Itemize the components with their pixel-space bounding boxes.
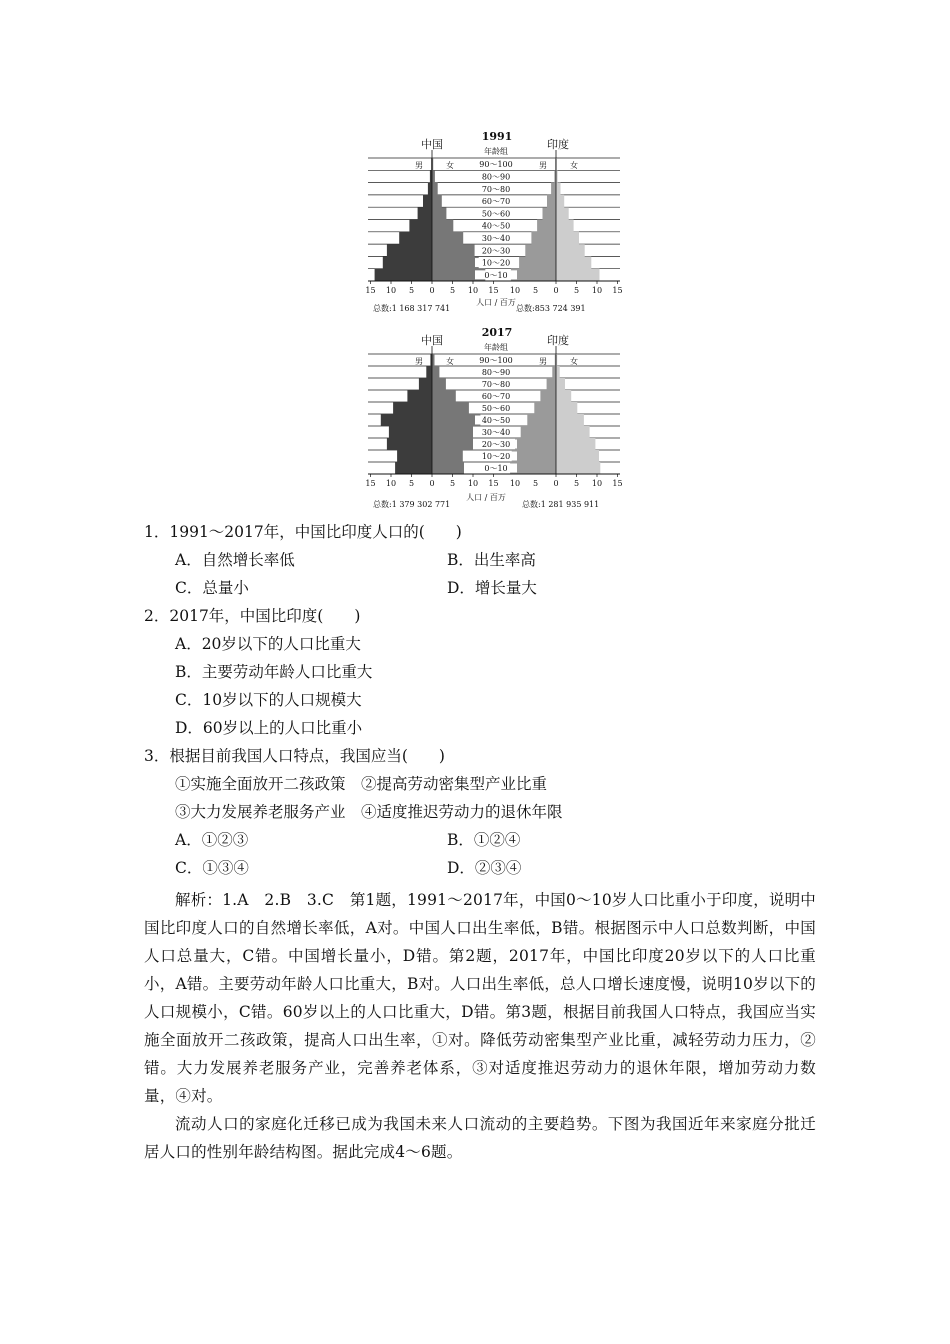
tick-label: 0 [553, 286, 559, 295]
left-country-label: 中国 [421, 138, 443, 151]
age-group-label: 年龄组 [484, 147, 508, 156]
china-total: 总数:1 168 317 741 [373, 304, 451, 313]
age-group-7: 20～30 [481, 246, 511, 256]
tick-label: 10 [385, 286, 397, 295]
age-group-label: 年龄组 [484, 343, 508, 352]
tick-label: 10 [591, 479, 603, 488]
question-3-option-c: C．①③④ [175, 859, 249, 877]
india-total: 总数:853 724 391 [516, 304, 586, 313]
tick-label: 15 [612, 479, 623, 488]
question-1-option-c: C．总量小 [175, 579, 249, 597]
age-group-8: 10～20 [481, 452, 511, 461]
question-3-option-b: B．①②④ [447, 831, 521, 849]
question-2-stem: 2．2017年，中国比印度( ) [144, 607, 361, 625]
pyramid-figure-1991 [0, 128, 950, 318]
tick-label: 15 [488, 479, 499, 488]
china-male-bars [381, 354, 432, 474]
question-1-option-b: B．出生率高 [447, 551, 536, 569]
china-total: 总数:1 379 302 771 [373, 500, 451, 509]
question-1-options-row-2 [144, 574, 816, 602]
intro-paragraph: 流动人口的家庭化迁移已成为我国未来人口流动的主要趋势。下图为我国近年来家庭分批迁居人口的性别年龄结构图。据此完成4～6题。 [144, 1115, 816, 1161]
age-group-1: 80～90 [481, 172, 511, 182]
age-group-3: 60～70 [481, 392, 511, 401]
tick-label: 5 [573, 286, 580, 295]
question-3-statements-1: ①实施全面放开二孩政策 ②提高劳动密集型产业比重 [175, 775, 548, 793]
question-1-options-row-1 [144, 546, 816, 574]
tick-label: 10 [467, 479, 479, 488]
left-female-label: 女 [446, 161, 454, 170]
tick-label: 10 [509, 479, 521, 488]
question-3-option-d: D．②③④ [447, 859, 522, 877]
india-total: 总数:1 281 935 911 [522, 500, 600, 509]
left-male-label: 男 [415, 161, 423, 170]
axis-ticks [365, 474, 622, 488]
age-group-4: 50～60 [481, 209, 511, 219]
tick-label: 5 [449, 479, 456, 488]
age-group-2: 70～80 [481, 184, 511, 194]
right-country-label: 印度 [547, 334, 569, 347]
pyramid-figure-2017 [0, 322, 950, 514]
axis-ticks [365, 281, 622, 295]
age-group-2: 70～80 [481, 380, 511, 389]
right-female-label: 女 [570, 357, 578, 366]
tick-label: 15 [365, 479, 376, 488]
tick-label: 0 [429, 479, 435, 488]
axis-unit-label: 人口 / 百万 [476, 298, 516, 307]
question-1-option-a: A．自然增长率低 [175, 551, 295, 569]
age-group-0: 90～100 [479, 160, 513, 170]
axis-unit-label: 人口 / 百万 [466, 493, 506, 502]
tick-label: 10 [467, 286, 479, 295]
age-group-4: 50～60 [481, 404, 511, 413]
tick-label: 5 [573, 479, 580, 488]
chart-year: 1991 [481, 130, 513, 143]
age-group-8: 10～20 [481, 258, 511, 268]
right-country-label: 印度 [547, 138, 569, 151]
question-2-option-a: A．20岁以下的人口比重大 [175, 635, 361, 653]
tick-label: 15 [612, 286, 623, 295]
chart-year: 2017 [481, 326, 513, 339]
age-group-9: 0～10 [484, 270, 508, 280]
analysis-paragraph: 解析：1.A 2.B 3.C 第1题，1991～2017年，中国0～10岁人口比重小于印度，说明中国比印度人口的自然增长率低，A对。中国人口出生率低，B错。根据图示中人口总数判断，中国人口总量大，C错。中国增长量小，D错。第2题，2017年，中国比印度20岁以下的人口比重小，A错。主要劳动年龄人口比重大，B对。人口出生率低，总人口增长速度慢，说明10岁以下的人口规模小，C错。60岁以上的人口比重大，D错。第3题，根据目前我国人口特点，我国应当实施全面放开二孩政策，提高人口出生率，①对。降低劳动密集型产业比重，减轻劳动力压力，②错。大力发展养老服务产业，完善养老体系，③对适度推迟劳动力的退休年限，增加劳动力数量，④对。 [144, 891, 816, 1105]
tick-label: 15 [488, 286, 499, 295]
question-section [144, 518, 816, 1166]
pyramid-chart-1991 [0, 128, 950, 318]
question-2-option-d: D．60岁以上的人口比重小 [175, 719, 363, 737]
question-3-options-row-2 [144, 854, 816, 882]
age-group-7: 20～30 [481, 440, 511, 449]
question-2-option-c: C．10岁以下的人口规模大 [175, 691, 362, 709]
left-male-label: 男 [415, 357, 423, 366]
question-3-statements-2: ③大力发展养老服务产业 ④适度推迟劳动力的退休年限 [175, 803, 563, 821]
right-male-label: 男 [539, 161, 547, 170]
age-group-6: 30～40 [481, 428, 511, 437]
right-male-label: 男 [539, 357, 547, 366]
tick-label: 15 [365, 286, 376, 295]
tick-label: 5 [408, 479, 415, 488]
question-3-options-row-1 [144, 826, 816, 854]
age-group-1: 80～90 [481, 368, 511, 377]
question-1-option-d: D．增长量大 [447, 579, 537, 597]
right-female-label: 女 [570, 161, 578, 170]
tick-label: 5 [408, 286, 415, 295]
tick-label: 10 [591, 286, 603, 295]
age-group-6: 30～40 [481, 233, 511, 243]
tick-label: 5 [532, 286, 539, 295]
question-3-stem: 3．根据目前我国人口特点，我国应当( ) [144, 747, 445, 765]
tick-label: 10 [385, 479, 397, 488]
tick-label: 0 [553, 479, 559, 488]
age-group-9: 0～10 [484, 464, 508, 473]
tick-label: 0 [429, 286, 435, 295]
age-group-5: 40～50 [481, 416, 511, 425]
age-group-3: 60～70 [481, 197, 511, 207]
tick-label: 10 [509, 286, 521, 295]
tick-label: 5 [449, 286, 456, 295]
question-2-option-b: B．主要劳动年龄人口比重大 [175, 663, 373, 681]
question-3-option-a: A．①②③ [175, 831, 249, 849]
age-group-0: 90～100 [479, 356, 513, 365]
left-country-label: 中国 [421, 334, 443, 347]
age-group-5: 40～50 [481, 221, 511, 231]
china-female-bars [432, 354, 480, 474]
tick-label: 5 [532, 479, 539, 488]
left-female-label: 女 [446, 357, 454, 366]
question-1-stem: 1．1991～2017年，中国比印度人口的( ) [144, 523, 462, 541]
pyramid-chart-2017 [0, 322, 950, 514]
